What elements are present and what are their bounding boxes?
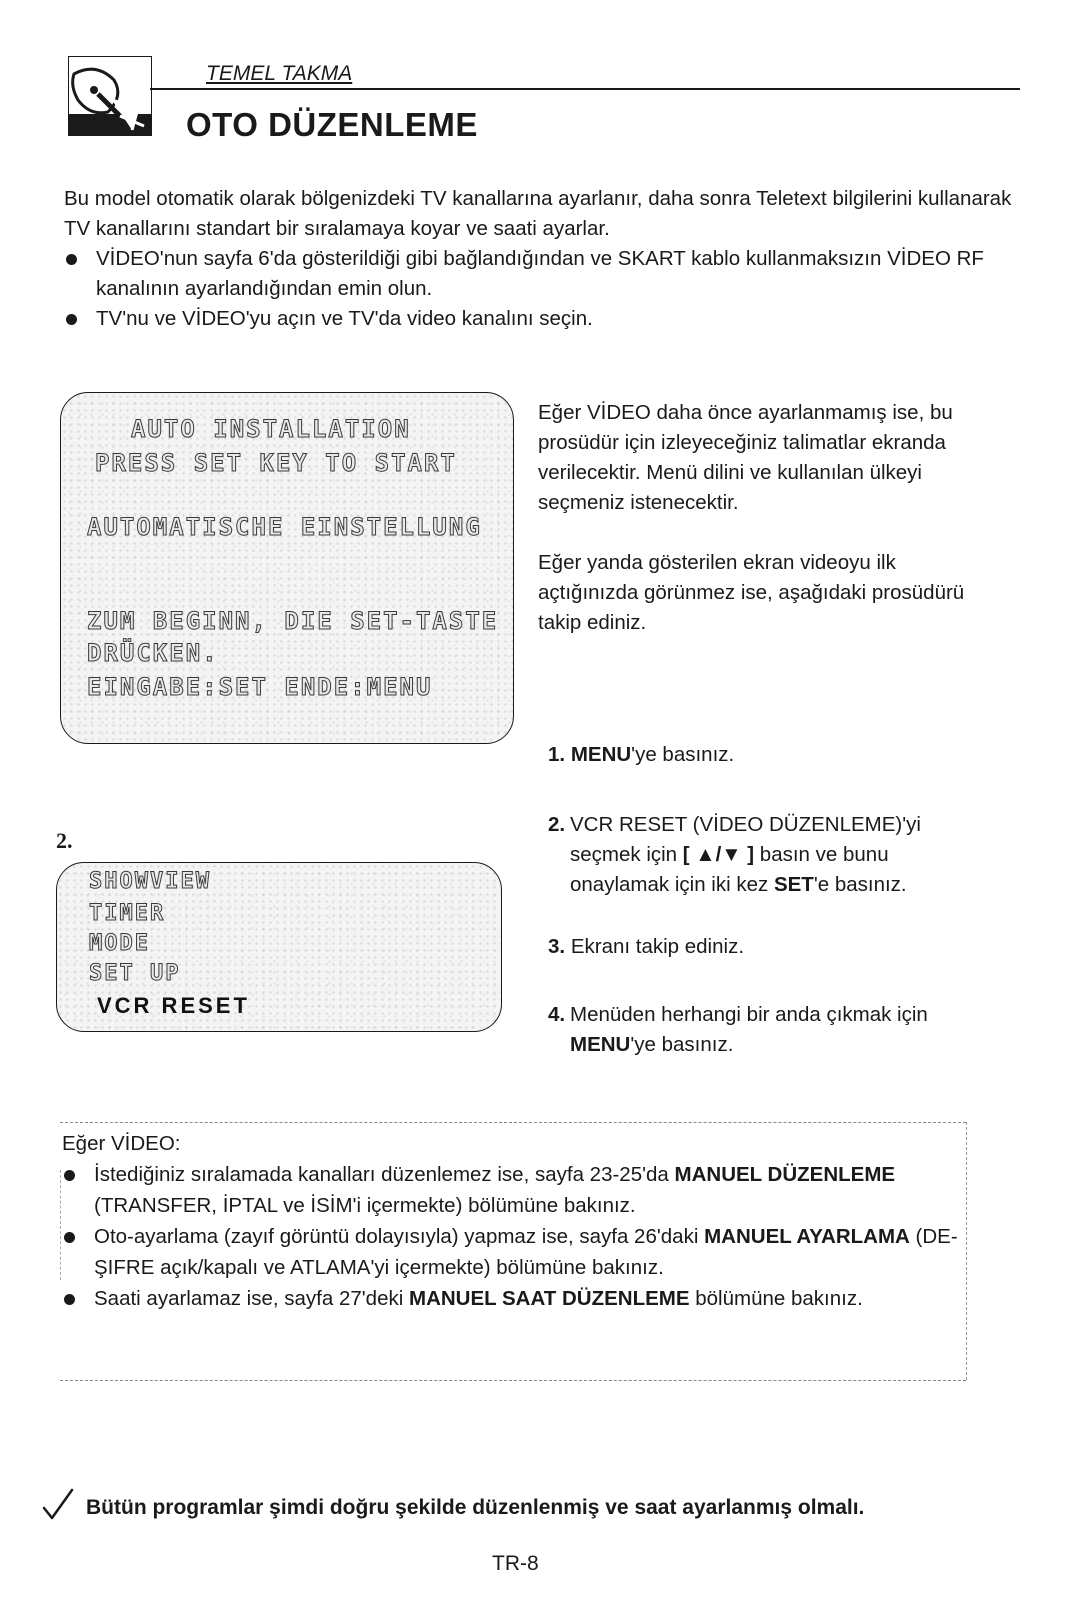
note-border-left (60, 1170, 61, 1280)
page-title: OTO DÜZENLEME (186, 106, 478, 143)
osd-line: ZUM BEGINN, DIE SET-TASTE (87, 607, 499, 635)
note-border-bottom (60, 1380, 966, 1381)
step-2: 2. VCR RESET (VİDEO DÜZENLEME)'yi seçmek için [ ▲/▼ ] basın ve bunu onaylamak için iki kez SET'e basınız. (548, 813, 921, 896)
check-mark-icon (40, 1488, 76, 1524)
osd-line: DRÜCKEN. (87, 639, 219, 667)
intro-text (64, 184, 1014, 334)
intro-paragraph: Bu model otomatik olarak bölgenizdeki TV kanallarına ayarlanır, daha sonra Teletext bilgilerini kullanarak TV kanallarını standart bir sıralamaya koyar ve saati ayarlar. (64, 187, 1012, 240)
menu-item-showview: SHOWVIEW (89, 869, 211, 894)
note-bullet-1: İstediğiniz sıralamada kanalları düzenlemez ise, sayfa 23-25'da MANUEL DÜZENLEME (TRANSFER, İPTAL ve İSİM'i içermekte) bölümüne bakınız. (62, 1159, 962, 1221)
note-box (62, 1128, 962, 1314)
final-statement: Bütün programlar şimdi doğru şekilde düzenlenmiş ve saat ayarlanmış olmalı. (40, 1488, 864, 1524)
note-border-top (60, 1122, 966, 1123)
osd-line: AUTOMATISCHE EINSTELLUNG (87, 513, 482, 541)
note-bullet-2: Oto-ayarlama (zayıf görüntü dolayısıyla) yapmaz ise, sayfa 26'daki MANUEL AYARLAMA (DE-ŞIFRE açık/kapalı ve ATLAMA'yi içermekte) bölümüne bakınız. (62, 1221, 962, 1283)
intro-bullet-1: VİDEO'nun sayfa 6'da gösterildiği gibi bağlandığından ve SKART kablo kullanmaksızın VİDEO RF kanalının ayarlandığından emin olun. (64, 244, 1014, 304)
osd-screen-menu (56, 862, 502, 1032)
step-1: 1. MENU'ye basınız. (548, 743, 735, 766)
step-4: 4. Menüden herhangi bir anda çıkmak için MENU'ye basınız. (548, 1003, 928, 1056)
osd-line: AUTO INSTALLATION (131, 415, 411, 443)
menu-item-timer: TIMER (89, 901, 166, 926)
osd-line: PRESS SET KEY TO START (95, 449, 457, 477)
osd-screen-auto-installation (60, 392, 514, 744)
note-border-right (966, 1122, 967, 1380)
osd-line: EINGABE:SET ENDE:MENU (87, 673, 433, 701)
side-text (538, 398, 978, 638)
satellite-dish-icon (68, 56, 152, 136)
side-paragraph-1: Eğer VİDEO daha önce ayarlanmamış ise, bu prosüdür için izleyeceğiniz talimatlar ekranda verilecektir. Menü dilini ve kullanılan ülkeyi seçmeniz istenecektir. (538, 401, 953, 514)
menu-item-mode: MODE (89, 931, 150, 956)
step-3: 3. Ekranı takip ediniz. (548, 935, 745, 958)
intro-bullet-2: TV'nu ve VİDEO'yu açın ve TV'da video kanalını seçin. (64, 304, 1014, 334)
note-bullet-3: Saati ayarlamaz ise, sayfa 27'deki MANUEL SAAT DÜZENLEME bölümüne bakınız. (62, 1283, 962, 1314)
header-rule (150, 88, 1020, 90)
page-number: TR-8 (492, 1552, 539, 1575)
screen-label: 2. (56, 828, 73, 853)
note-heading: Eğer VİDEO: (62, 1132, 181, 1155)
side-paragraph-2: Eğer yanda gösterilen ekran videoyu ilk açtığınızda görünmez ise, aşağıdaki prosüdürü takip ediniz. (538, 551, 965, 634)
section-label: TEMEL TAKMA (206, 62, 353, 85)
arrow-keys-icon: [ ▲/▼ ] (682, 843, 755, 866)
menu-item-vcr-reset-selected: VCR RESET (97, 993, 250, 1018)
menu-item-set-up: SET UP (89, 961, 181, 986)
